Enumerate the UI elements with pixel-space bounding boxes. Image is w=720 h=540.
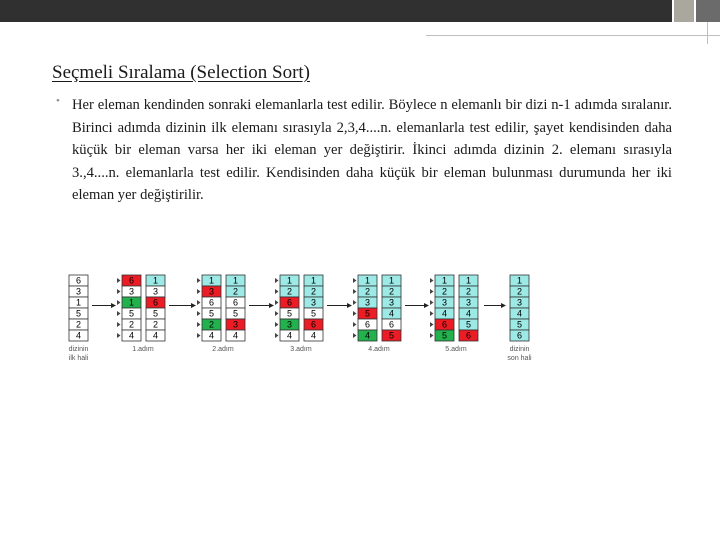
pointer-icon [197,333,201,338]
step-3-after-cell-value: 6 [310,319,317,330]
final-label: dizinin [509,346,530,353]
pointer-icon [275,311,279,316]
pointer-icon [430,278,434,283]
step-3-before-cell-value: 6 [286,297,293,308]
slide-title: Seçmeli Sıralama (Selection Sort) [52,62,311,83]
final-array-cell-value: 1 [516,275,523,286]
step-1-before-cell-value: 5 [128,308,135,319]
step-3-before-cell-value: 3 [286,319,293,330]
pointer-icon [353,289,357,294]
pointer-icon [275,333,279,338]
step-1-arrow-icon [111,303,116,308]
pointer-icon [275,300,279,305]
pointer-icon [197,278,201,283]
pointer-icon [117,333,121,338]
step-4-after-cell-value: 6 [388,319,395,330]
pointer-icon [275,278,279,283]
pointer-icon [117,278,121,283]
step-4-after-cell-value: 2 [388,286,395,297]
step-5-label: 5.adım [445,346,467,353]
step-3-before-cell-value: 5 [286,308,293,319]
pointer-icon [353,311,357,316]
final-label: son hali [507,355,532,362]
pointer-icon [353,333,357,338]
step-1-before-cell-value: 2 [128,319,135,330]
step-4-after-cell-value: 1 [388,275,395,286]
step-1-before-cell-value: 6 [128,275,135,286]
step-2-after-cell-value: 2 [232,286,239,297]
step-4-after-cell-value: 3 [388,297,395,308]
pointer-icon [275,322,279,327]
step-2-before-cell-value: 2 [208,319,215,330]
step-1-after-cell-value: 5 [152,308,159,319]
step-2-before-cell-value: 5 [208,308,215,319]
bullet-text: Her eleman kendinden sonraki elemanlarla test edilir. Böylece n elemanlı bir dizi n-1 adımda sıralanır. Birinci adımda dizinin ilk elemanı sırasıyla 2,3,4....n. elemanlarla test edilir, şayet kendisinden daha küçük bir eleman varsa her iki eleman yer değiştirir. İkinci adımda dizinin 2. elemanı sırasıyla 3.,4....n. elemanlarla test edilir. Kendisinden daha küçük bir eleman bulunması durumunda her iki eleman yer değiştirilir. [72,97,672,203]
step-1-after-cell-value: 3 [152,286,159,297]
step-2-after-cell-value: 3 [232,319,239,330]
step-5-before-cell-value: 4 [441,308,448,319]
step-2-after-cell-value: 1 [232,275,239,286]
pointer-icon [430,300,434,305]
step-5-before-cell-value: 6 [441,319,448,330]
pointer-icon [197,311,201,316]
step-3-after-cell-value: 1 [310,275,317,286]
step-5-before-cell-value: 2 [441,286,448,297]
step-4-after-cell-value: 4 [388,308,395,319]
step-5-after-cell-value: 6 [465,330,472,341]
step-2-before-cell-value: 4 [208,330,215,341]
pointer-icon [117,300,121,305]
initial-label: ilk hali [68,355,89,362]
initial-array-cell-value: 3 [75,286,82,297]
pointer-icon [197,322,201,327]
initial-array-cell-value: 2 [75,319,82,330]
step-3-after-cell-value: 4 [310,330,317,341]
step-1-before-cell-value: 1 [128,297,135,308]
step-3-label: 3.adım [290,346,312,353]
step-3-before-cell-value: 1 [286,275,293,286]
step-1-label: 1.adım [132,346,154,353]
step-3-after-cell-value: 5 [310,308,317,319]
pointer-icon [117,289,121,294]
step-2-arrow-icon [191,303,196,308]
pointer-icon [353,300,357,305]
initial-array-cell-value: 4 [75,330,82,341]
step-2-after-cell-value: 5 [232,308,239,319]
step-4-before-cell-value: 3 [364,297,371,308]
pointer-icon [117,322,121,327]
step-4-arrow-icon [347,303,352,308]
step-1-after-cell-value: 6 [152,297,159,308]
step-3-after-cell-value: 3 [310,297,317,308]
initial-array-cell-value: 5 [75,308,82,319]
step-5-before-cell-value: 3 [441,297,448,308]
step-3-arrow-icon [269,303,274,308]
step-5-arrow-icon [424,303,429,308]
final-array-cell-value: 4 [516,308,523,319]
pointer-icon [430,333,434,338]
final-array-cell-value: 6 [516,330,523,341]
final-array-cell-value: 5 [516,319,523,330]
pointer-icon [275,289,279,294]
step-4-before-cell-value: 6 [364,319,371,330]
step-1-after-cell-value: 4 [152,330,159,341]
step-5-after-cell-value: 3 [465,297,472,308]
step-1-before-cell-value: 3 [128,286,135,297]
step-4-before-cell-value: 2 [364,286,371,297]
initial-array-cell-value: 6 [75,275,82,286]
initial-array-cell-value: 1 [75,297,82,308]
step-4-after-cell-value: 5 [388,330,395,341]
step-5-before-cell-value: 1 [441,275,448,286]
bullet-icon: • [56,95,60,107]
step-1-before-cell-value: 4 [128,330,135,341]
step-1-after-cell-value: 2 [152,319,159,330]
step-2-before-cell-value: 3 [208,286,215,297]
final-arrow-icon [501,303,506,308]
step-2-label: 2.adım [212,346,234,353]
step-2-after-cell-value: 4 [232,330,239,341]
step-4-before-cell-value: 5 [364,308,371,319]
pointer-icon [117,311,121,316]
step-4-before-cell-value: 1 [364,275,371,286]
pointer-icon [353,322,357,327]
pointer-icon [353,278,357,283]
step-2-before-cell-value: 6 [208,297,215,308]
pointer-icon [197,300,201,305]
final-array-cell-value: 3 [516,297,523,308]
step-3-after-cell-value: 2 [310,286,317,297]
pointer-icon [197,289,201,294]
step-3-before-cell-value: 4 [286,330,293,341]
step-4-label: 4.adım [368,346,390,353]
final-array-cell-value: 2 [516,286,523,297]
pointer-icon [430,322,434,327]
step-1-after-cell-value: 1 [152,275,159,286]
step-2-before-cell-value: 1 [208,275,215,286]
step-3-before-cell-value: 2 [286,286,293,297]
pointer-icon [430,311,434,316]
initial-label: dizinin [68,346,89,353]
step-5-before-cell-value: 5 [441,330,448,341]
step-5-after-cell-value: 4 [465,308,472,319]
step-5-after-cell-value: 5 [465,319,472,330]
step-4-before-cell-value: 4 [364,330,371,341]
step-2-after-cell-value: 6 [232,297,239,308]
step-5-after-cell-value: 1 [465,275,472,286]
pointer-icon [430,289,434,294]
step-5-after-cell-value: 2 [465,286,472,297]
